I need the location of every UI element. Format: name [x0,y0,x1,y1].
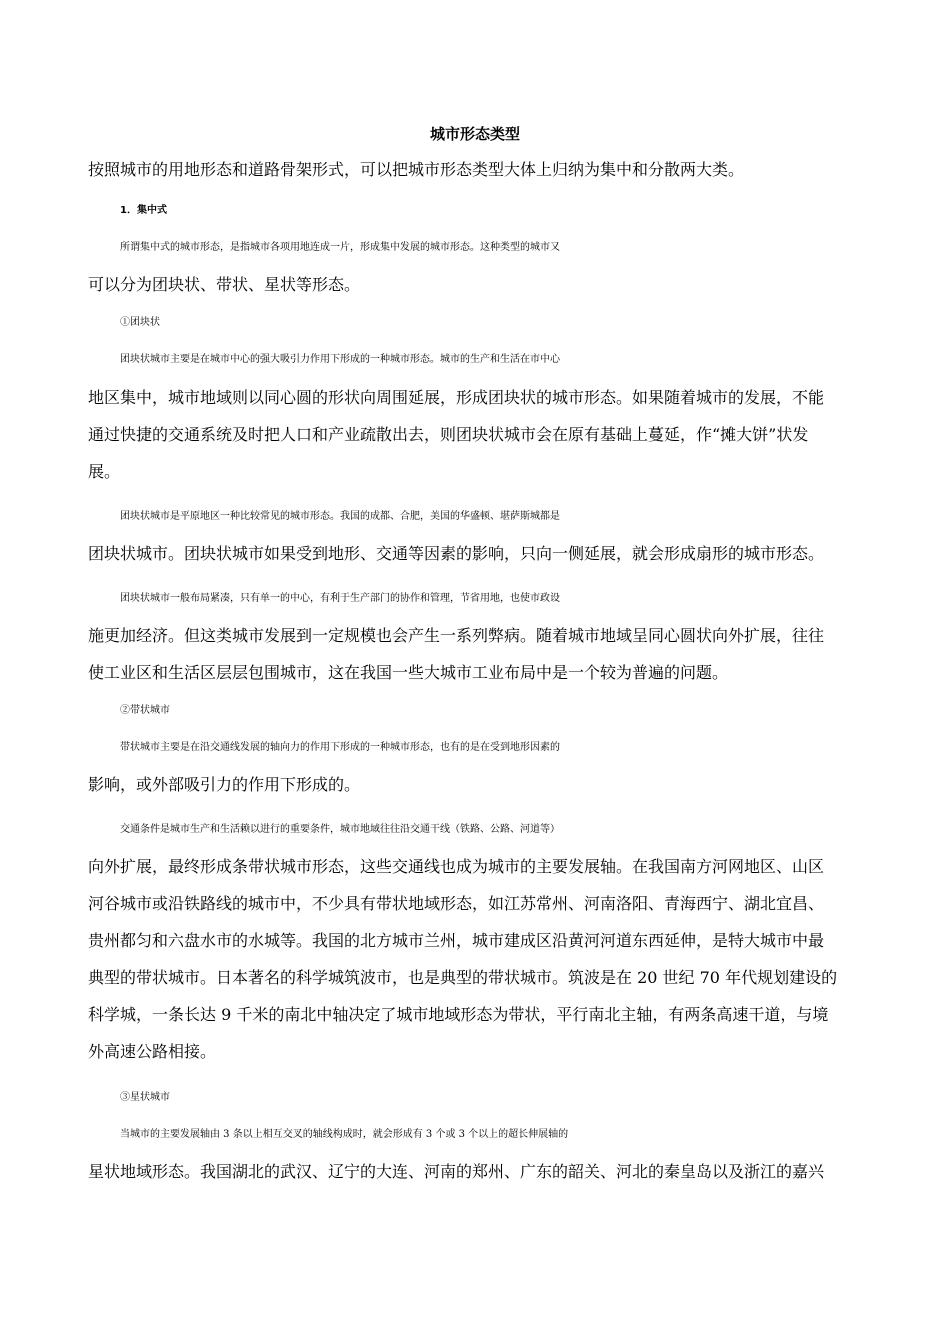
paragraph-line: 科学城，一条长达 9 千米的南北中轴决定了城市地域形态为带状，平行南北主轴，有两条高速干道，与境 [88,1005,829,1024]
paragraph-line: 交通条件是城市生产和生活赖以进行的重要条件，城市地域往往沿交通干线（铁路、公路、河道等） [120,824,560,835]
paragraph-line: 地区集中，城市地域则以同心圆的形状向周围延展，形成团块状的城市形态。如果随着城市的发展，不能 [88,388,825,407]
paragraph-line: 星状地域形态。我国湖北的武汉、辽宁的大连、河南的郑州、广东的韶关、河北的秦皇岛以及浙江的嘉兴 [88,1162,825,1181]
paragraph-line: 团块状城市主要是在城市中心的强大吸引力作用下形成的一种城市形态。城市的生产和生活在市中心 [120,354,560,365]
subheading-block-form: ①团块状 [120,317,160,328]
paragraph-line: 带状城市主要是在沿交通线发展的轴向力的作用下形成的一种城市形态，也有的是在受到地形因素的 [120,742,560,753]
paragraph-line: 向外扩展，最终形成条带状城市形态，这些交通线也成为城市的主要发展轴。在我国南方河网地区、山区 [88,857,825,876]
paragraph-line: 施更加经济。但这类城市发展到一定规模也会产生一系列弊病。随着城市地域呈同心圆状向外扩展，往往 [88,626,825,645]
paragraph-line: 贵州都匀和六盘水市的水城等。我国的北方城市兰州，城市建成区沿黄河河道东西延伸，是特大城市中最 [88,931,825,950]
paragraph-line: 外高速公路相接。 [88,1042,217,1061]
document-title: 城市形态类型 [429,125,520,143]
intro-paragraph-line: 按照城市的用地形态和道路骨架形式，可以把城市形态类型大体上归纳为集中和分散两大类。 [88,160,745,179]
paragraph-line: 团块状城市是平原地区一种比较常见的城市形态。我国的成都、合肥，美国的华盛顿、堪萨斯城都是 [120,511,560,522]
paragraph-line: 河谷城市或沿铁路线的城市中，不少具有带状地域形态，如江苏常州、河南洛阳、青海西宁、湖北宜昌、 [88,894,825,913]
subheading-strip-city: ②带状城市 [120,705,170,716]
paragraph-line: 通过快捷的交通系统及时把人口和产业疏散出去，则团块状城市会在原有基础上蔓延，作“摊大饼”状发 [88,425,809,444]
paragraph-line: 可以分为团块状、带状、星状等形态。 [88,275,361,294]
paragraph-line: 使工业区和生活区层层包围城市，这在我国一些大城市工业布局中是一个较为普遍的问题。 [88,663,729,682]
paragraph-line: 所谓集中式的城市形态，是指城市各项用地连成一片，形成集中发展的城市形态。这种类型的城市又 [120,242,560,253]
paragraph-line: 团块状城市。团块状城市如果受到地形、交通等因素的影响，只向一侧延展，就会形成扇形的城市形态。 [88,544,825,563]
subheading-star-city: ③星状城市 [120,1092,170,1103]
section-heading-centralized: 1．集中式 [120,205,167,216]
paragraph-line: 典型的带状城市。日本著名的科学城筑波市，也是典型的带状城市。筑波是在 20 世纪 70 年代规划建设的 [88,968,838,987]
paragraph-line: 当城市的主要发展轴由 3 条以上相互交叉的轴线构成时，就会形成有 3 个或 3 个以上的超长伸展轴的 [120,1129,569,1140]
paragraph-line: 团块状城市一般布局紧凑，只有单一的中心，有利于生产部门的协作和管理，节省用地，也使市政设 [120,593,560,604]
paragraph-line: 展。 [88,462,121,481]
paragraph-line: 影响，或外部吸引力的作用下形成的。 [88,775,361,794]
